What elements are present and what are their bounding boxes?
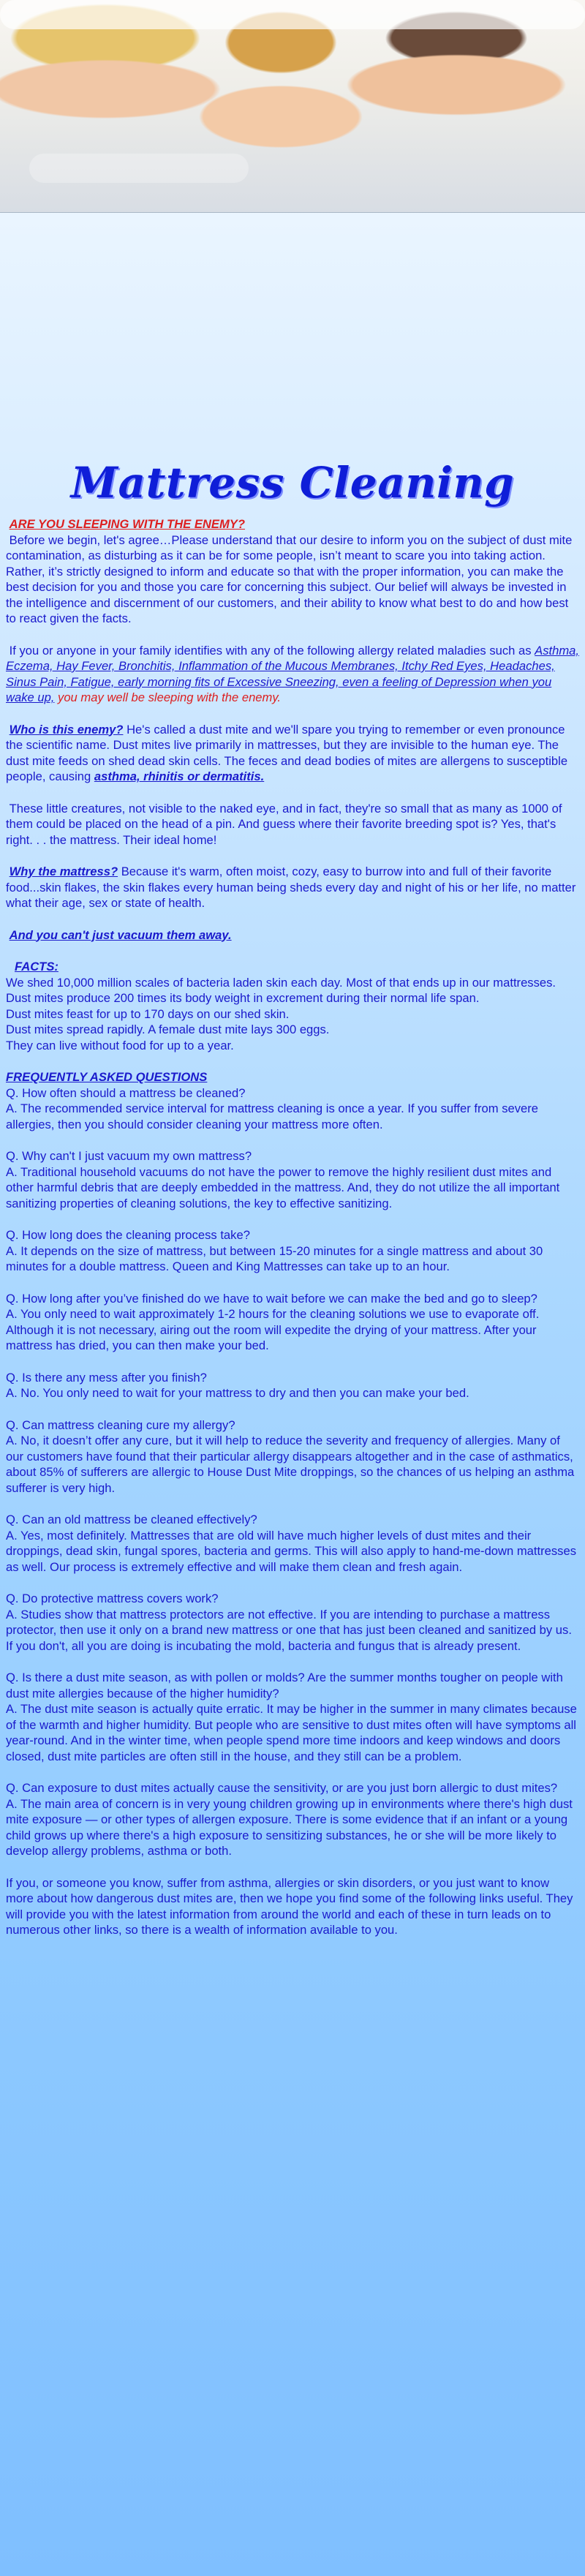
allergy-paragraph <box>6 643 579 706</box>
enemy-text: He's called a dust mite and we'll spare you trying to remember or even pronounce the scientific name. Dust mites live primarily in mattresses, but they are invisible to the human eye. The dust mite feeds on shed dead skin cells. The feces and dead bodies of mites are allergens to susceptible people, causing <box>6 722 568 783</box>
faq-question: Q. How often should a mattress be cleaned? <box>6 1085 246 1100</box>
intro-paragraph <box>6 516 579 627</box>
faq-item <box>6 1085 579 1133</box>
faq-answer: A. The dust mite season is actually quite erratic. It may be higher in the summer in many climates because of the warmth and higher humidity. But people who are sensitive to dust mites often will have symptoms all year-round. And in the winter time, when people spend more time indoors and keep windows and doors closed, dust mite particles are often still in the house, and they still can be a problem. <box>6 1702 577 1763</box>
faq-section <box>6 1069 579 1859</box>
closing-text: If you, or someone you know, suffer from asthma, allergies or skin disorders, or you just want to know more about how dangerous dust mites are, then we hope you find some of the following links useful. They will provide you with the latest information from around the world and each of these in turn leads on to numerous other links, so there is a wealth of information available to you. <box>6 1875 573 1937</box>
fact-item: Dust mites spread rapidly. A female dust mite lays 300 eggs. <box>6 1023 330 1036</box>
why-paragraph <box>6 864 579 911</box>
faq-answer: A. It depends on the size of mattress, but between 15-20 minutes for a single mattress and about 30 minutes for a double mattress. Queen and King Mattresses can take up to an hour. <box>6 1243 543 1273</box>
small-text: These little creatures, not visible to the naked eye, and in fact, they're so small that as many as 1000 of them could be placed on the head of a pin. And guess where their favorite breeding spot is? Yes, that's right. . . the mattress. Their ideal home! <box>6 801 562 847</box>
fact-item: Dust mites feast for up to 170 days on our shed skin. <box>6 1006 290 1021</box>
faq-item <box>6 1670 579 1764</box>
intro-text: Before we begin, let's agree…Please understand that our desire to inform you on the subject of dust mite contamination, as disturbing as it can be for some people, isn’t meant to scare you into taking action. Rather, it’s strictly designed to inform and educate so that with the proper information, you can make the best decision for you and those you care for concerning this subject. Our belief will always be invested in the intelligence and discernment of our customers, and their ability to know what best to do and how best to react given the facts. <box>6 532 573 625</box>
faq-answer: A. No, it doesn’t offer any cure, but it will help to reduce the severity and frequency of allergies. Many of our customers have found that their particular allergy disappears altogether and in the case of asthmatics, about 85% of sufferers are allergic to House Dust Mite droppings, so the chances of us helping an asthma sufferer is very high. <box>6 1434 575 1495</box>
hero-family-photo <box>0 0 585 213</box>
faq-question: Q. Can exposure to dust mites actually cause the sensitivity, or are you just born allergic to dust mites? <box>6 1781 558 1795</box>
article-body <box>6 516 579 1954</box>
faq-question: Q. Is there a dust mite season, as with pollen or molds? Are the summer months tougher on people with dust mite allergies because of the higher humidity? <box>6 1671 563 1701</box>
faq-heading: FREQUENTLY ASKED QUESTIONS <box>6 1070 208 1084</box>
facts-section <box>6 959 579 1053</box>
fact-item: We shed 10,000 million scales of bacteria laden skin each day. Most of that ends up in our mattresses. <box>6 975 556 990</box>
faq-answer: A. The main area of concern is in very young children growing up in environments where there's high dust mite exposure — or other types of allergen exposure. There is some evidence that if an infant or a young child grows up where there's a high exposure to sensitizing substances, he or she will be more likely to develop allergy problems, asthma or both. <box>6 1796 573 1858</box>
intro-heading: ARE YOU SLEEPING WITH THE ENEMY? <box>9 517 246 531</box>
faq-item <box>6 1227 579 1275</box>
faq-question: Q. Can an old mattress be cleaned effectively? <box>6 1513 257 1526</box>
enemy-conditions: asthma, rhinitis or dermatitis. <box>94 769 265 783</box>
faq-item <box>6 1417 579 1496</box>
blanket-fold <box>0 0 585 29</box>
enemy-heading: Who is this enemy? <box>9 722 124 737</box>
why-heading: Why the mattress? <box>9 865 118 878</box>
faq-question: Q. How long after you’ve finished do we have to wait before we can make the bed and go to sleep? <box>6 1291 537 1306</box>
faq-item <box>6 1780 579 1859</box>
faq-question: Q. Do protective mattress covers work? <box>6 1592 219 1605</box>
faq-answer: A. Traditional household vacuums do not have the power to remove the highly resilient dust mites and other harmful debris that are deeply embedded in the mattress. And, they do not utilize the all important sanitizing properties of cleaning solutions, the key to effective sanitizing. <box>6 1164 560 1210</box>
page-title: Mattress Cleaning <box>70 458 515 508</box>
why-text: Because it's warm, often moist, cozy, easy to burrow into and full of their favorite food...skin flakes, the skin flakes every human being sheds every day and night of his or her life, no matter what their age, sex or state of health. <box>6 865 576 910</box>
small-paragraph <box>6 801 579 848</box>
faq-answer: A. You only need to wait approximately 1-2 hours for the cleaning solutions we use to evaporate off. Although it is not necessary, airing out the room will expedite the drying of your mattress. After your mattress has dried, you can then make your bed. <box>6 1307 540 1352</box>
faq-question: Q. How long does the cleaning process take? <box>6 1228 250 1242</box>
faq-item <box>6 1370 579 1401</box>
blanket-fold <box>29 154 249 183</box>
closing-paragraph <box>6 1875 579 1938</box>
enemy-paragraph <box>6 722 579 785</box>
faq-item <box>6 1148 579 1211</box>
faq-answer: A. The recommended service interval for mattress cleaning is once a year. If you suffer from severe allergies, then you should consider cleaning your mattress more often. <box>6 1101 538 1131</box>
facts-heading: FACTS: <box>15 960 58 973</box>
faq-answer: A. No. You only need to wait for your mattress to dry and then you can make your bed. <box>6 1386 469 1400</box>
fact-item: They can live without food for up to a year. <box>6 1038 234 1052</box>
faq-question: Q. Can mattress cleaning cure my allergy? <box>6 1417 235 1432</box>
faq-item <box>6 1512 579 1575</box>
faq-answer: A. Yes, most definitely. Mattresses that are old will have much higher levels of dust mites and their droppings, dead skin, fungal spores, bacteria and germs. This will also apply to hand-me-down mattresses as well. Our process is extremely effective and will make them clean and fresh again. <box>6 1528 577 1574</box>
faq-item <box>6 1591 579 1654</box>
allergy-tail: you may well be sleeping with the enemy. <box>54 690 282 704</box>
faq-item <box>6 1291 579 1354</box>
faq-question: Q. Is there any mess after you finish? <box>6 1370 207 1385</box>
allergy-lead: If you or anyone in your family identifies with any of the following allergy related maladies such as <box>9 643 535 658</box>
allergy-list: Asthma, Eczema, Hay Fever, Bronchitis, Inflammation of the Mucous Membranes, Itchy Red Eyes, Headaches, Sinus Pain, Fatigue, early morning fits of Excessive Sneezing, even a feeling of Depression when you wake up, <box>6 643 580 704</box>
vacuum-heading: And you can't just vacuum them away. <box>9 927 232 942</box>
faq-answer: A. Studies show that mattress protectors are not effective. If you are intending to purchase a mattress protector, then use it only on a brand new mattress or one that has just been cleaned and sanitized by us. If you don't, all you are doing is incubating the mold, bacteria and fungus that is already present. <box>6 1607 572 1653</box>
vacuum-paragraph <box>6 927 579 944</box>
faq-question: Q. Why can't I just vacuum my own mattress? <box>6 1149 252 1163</box>
fact-item: Dust mites produce 200 times its body weight in excrement during their normal life span. <box>6 991 480 1005</box>
